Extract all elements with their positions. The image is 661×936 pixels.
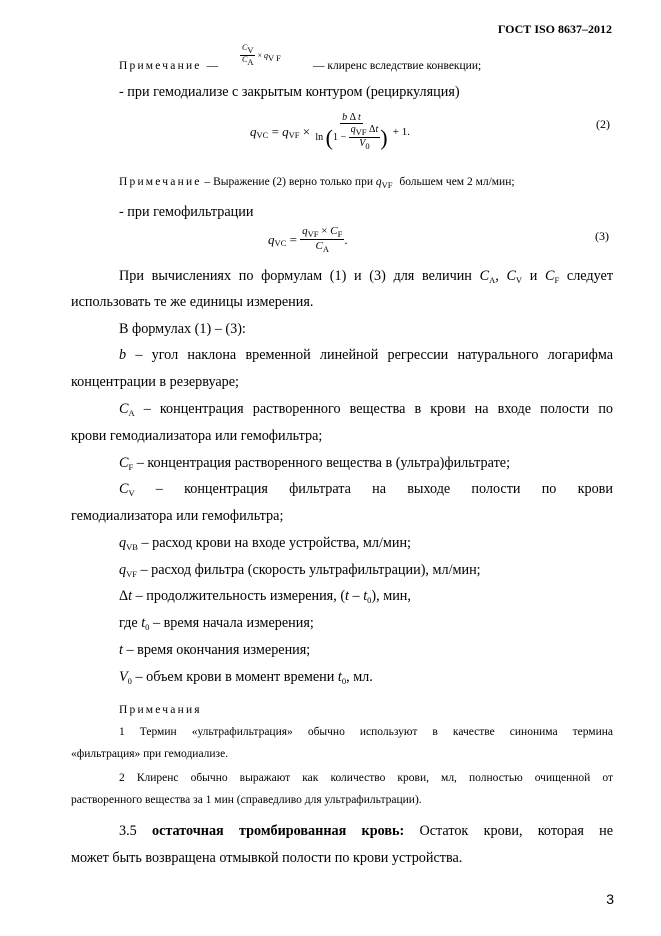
def-b-line1: b – угол наклона временной линейной регрессии натурального логарифма (119, 347, 613, 363)
def-cf: $C_F$ – концентрация растворенного вещества в (ультра)фильтрате; (119, 455, 511, 472)
def-t: t – время окончания измерения; (119, 642, 311, 658)
def-b-line2: концентрации в резервуаре; (71, 374, 239, 390)
formulas-intro: В формулах (1) – (3): (119, 321, 246, 337)
note1-label: Примечание — (119, 60, 221, 72)
section-3-5-line2: может быть возвращена отмывкой полости по крови устройства. (71, 850, 463, 866)
units-para-line1: При вычислениях по формулам (1) и (3) для величин $C_A$, $C_V$ и $C_F$ следует (119, 268, 614, 285)
note-1-line2: «фильтрация» при гемодиализе. (71, 748, 229, 760)
def-qvb: $q_{VB}$ – расход крови на входе устройства, мл/мин; (119, 535, 411, 552)
page-number: 3 (606, 891, 614, 907)
note-1-line1: 1 Термин «ультрафильтрация» обычно используют в качестве синонима термина (119, 726, 613, 738)
section-3-5-line1: 3.5 остаточная тромбированная кровь: Остаток крови, которая не (119, 823, 614, 839)
note-2-line2: растворенного вещества за 1 мин (справедливо для ультрафильтрации). (71, 794, 422, 806)
def-ca-line1: $C_A$ – концентрация растворенного вещества в крови на входе полости по (119, 401, 614, 418)
def-qvf: $q_{VF}$ – расход фильтра (скорость ультрафильтрации), мл/мин; (119, 562, 481, 579)
def-t0: где $t_0$ – время начала измерения; (119, 615, 314, 632)
eq2-plus-one: + 1. (392, 125, 411, 138)
section-term: остаточная тромбированная кровь: (152, 823, 405, 839)
equation-2: $q_{VC} = q_{VF}$ × b Δ t ln (1 − $\frac{q_{VF} \Delta t}{V_0}$ ) + 1. (250, 112, 411, 152)
note2: Примечание – Выражение (2) верно только при $q_{VF}$ большем чем 2 мл/мин; (119, 176, 515, 190)
units-para-line2: использовать те же единицы измерения. (71, 294, 314, 310)
notes-title: Примечания (119, 704, 202, 716)
note1-text: — клиренс вследствие конвекции; (313, 60, 482, 72)
def-cv-line1: $C_V$ – концентрация фильтрата на выходе полости по крови (119, 481, 613, 498)
def-v0: $V_0$ – объем крови в момент времени $t_0$, мл. (119, 669, 373, 686)
note1-formula: $\frac{CV}{CA}$ × qV F (242, 43, 281, 68)
def-ca-line2: крови гемодиализатора или гемофильтра; (71, 428, 323, 444)
equation-3: $q_{VC}$ = $\frac{q_{VF} \times C_F}{C_A}$ . (268, 225, 348, 255)
note-2-line1: 2 Клиренс обычно выражают как количество крови, мл, полностью очищенной от (119, 772, 613, 784)
document-header: ГОСТ ISO 8637–2012 (497, 22, 612, 36)
hemofiltration-line: - при гемофильтрации (119, 204, 254, 220)
hemodialysis-closed-line: - при гемодиализе с закрытым контуром (рециркуляция) (119, 84, 460, 100)
equation-2-number: (2) (596, 117, 610, 131)
def-dt: Δt – продолжительность измерения, $(t - t_0)$, мин, (119, 588, 411, 605)
equation-3-number: (3) (595, 229, 609, 243)
section-number: 3.5 (119, 823, 137, 839)
def-cv-line2: гемодиализатора или гемофильтра; (71, 508, 284, 524)
